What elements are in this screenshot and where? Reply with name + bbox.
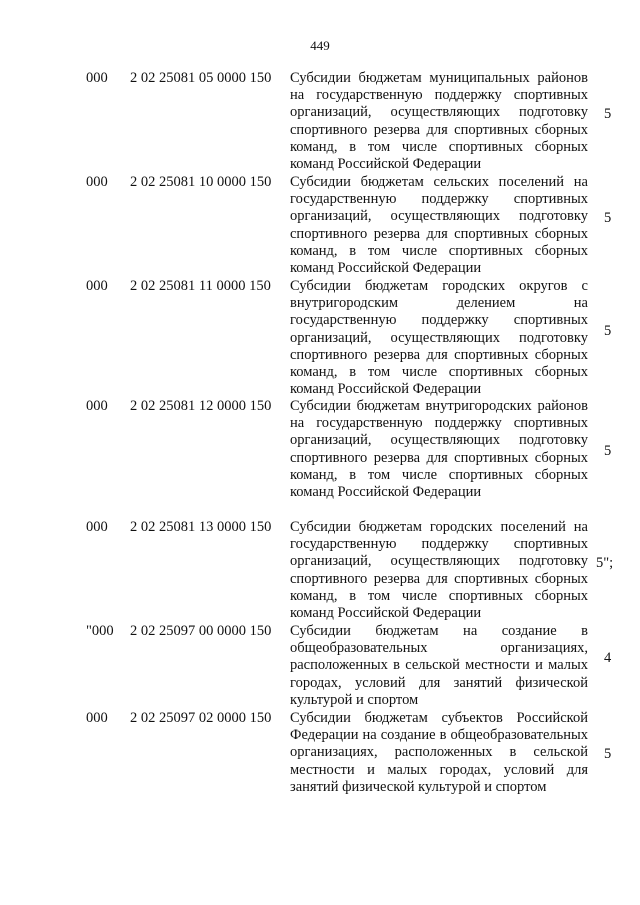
- row-description: Субсидии бюджетам городских округов с внутригородским делением на государственную поддержку спортивных организаций, осуществляющих подготовку спортивного резерва для спортивных сборных команд, в том числе спортивных сборных команд Российской Федерации: [290, 278, 588, 398]
- budget-classification-code: 2 02 25097 00 0000 150: [130, 623, 272, 639]
- row-description: Субсидии бюджетам муниципальных районов на государственную поддержку спортивных организаций, осуществляющих подготовку спортивного резерва для спортивных сборных команд, в том числе спортивных сборных команд Российской Федерации: [290, 70, 588, 173]
- budget-table: [0, 70, 640, 814]
- admin-code: 000: [86, 70, 108, 86]
- row-value: 5: [604, 210, 612, 226]
- budget-classification-code: 2 02 25097 02 0000 150: [130, 710, 272, 726]
- table-row: [0, 70, 640, 174]
- table-row: [0, 710, 640, 814]
- row-value: 5: [604, 106, 612, 122]
- admin-code: 000: [86, 174, 108, 190]
- admin-code: 000: [86, 710, 108, 726]
- budget-classification-code: 2 02 25081 05 0000 150: [130, 70, 272, 86]
- admin-code: "000: [86, 623, 114, 639]
- table-row: [0, 623, 640, 710]
- page-number: 449: [310, 38, 330, 53]
- row-description: Субсидии бюджетам сельских поселений на государственную поддержку спортивных организаций, осуществляющих подготовку спортивного резерва для спортивных сборных команд, в том числе спортивных сборных команд Российской Федерации: [290, 174, 588, 277]
- row-value: 5";: [596, 555, 614, 571]
- table-row: [0, 519, 640, 623]
- row-description: Субсидии бюджетам на создание в общеобразовательных организациях, расположенных в сельской местности и малых городах, условий для занятий физической культурой и спортом: [290, 623, 588, 708]
- table-row: [0, 278, 640, 398]
- table-row: [0, 398, 640, 519]
- admin-code: 000: [86, 519, 108, 535]
- budget-classification-code: 2 02 25081 12 0000 150: [130, 398, 272, 414]
- admin-code: 000: [86, 278, 108, 294]
- row-value: 5: [604, 323, 612, 339]
- budget-classification-code: 2 02 25081 10 0000 150: [130, 174, 272, 190]
- row-description: Субсидии бюджетам субъектов Российской Федерации на создание в общеобразовательных организациях, расположенных в сельской местности и малых городах, условий для занятий физической культурой и спортом: [290, 710, 588, 795]
- admin-code: 000: [86, 398, 108, 414]
- budget-classification-code: 2 02 25081 13 0000 150: [130, 519, 272, 535]
- budget-classification-code: 2 02 25081 11 0000 150: [130, 278, 271, 294]
- table-row: [0, 174, 640, 278]
- row-description: Субсидии бюджетам городских поселений на государственную поддержку спортивных организаций, осуществляющих подготовку спортивного резерва для спортивных сборных команд, в том числе спортивных сборных команд Российской Федерации: [290, 519, 588, 622]
- row-value: 5: [604, 746, 612, 762]
- row-value: 4: [604, 650, 612, 666]
- row-value: 5: [604, 443, 612, 459]
- row-description: Субсидии бюджетам внутригородских районов на государственную поддержку спортивных организаций, осуществляющих подготовку спортивного резерва для спортивных сборных команд, в том числе спортивных сборных команд Российской Федерации: [290, 398, 588, 501]
